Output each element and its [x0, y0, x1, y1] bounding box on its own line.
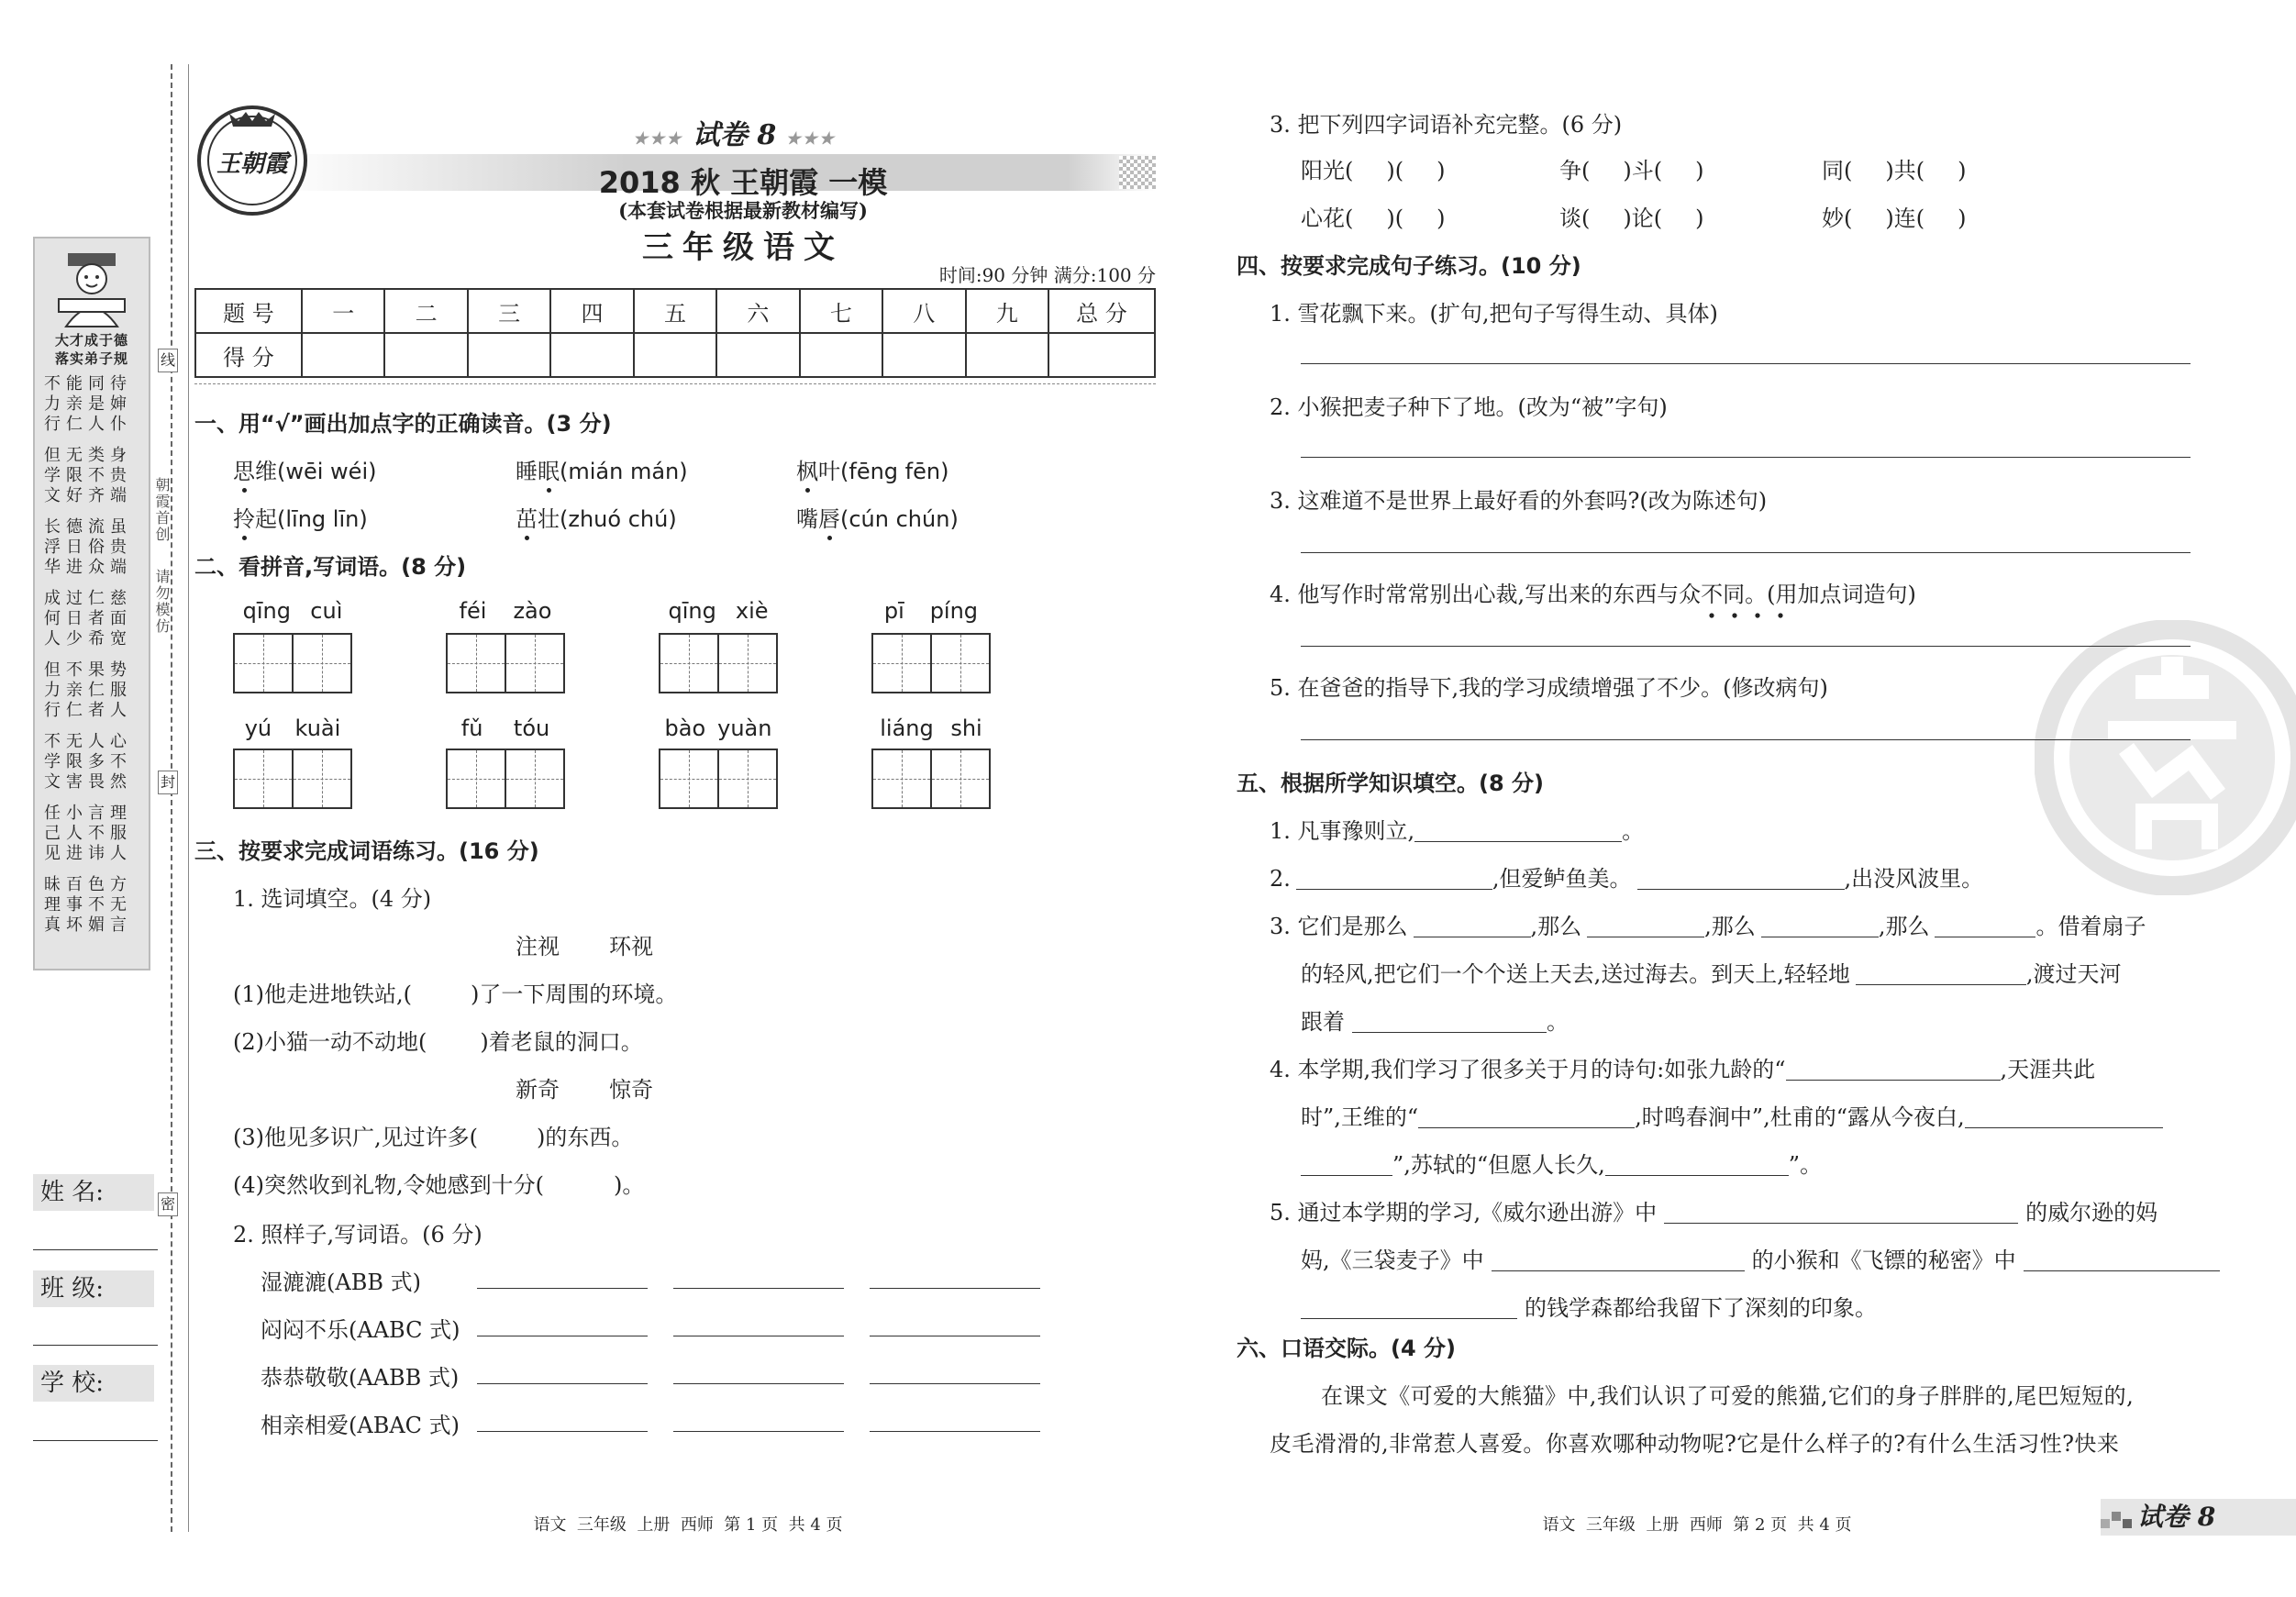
sentence-text: (2)小猫一动不动地( [233, 1029, 427, 1055]
logo-text: 王朝霞 [216, 150, 288, 178]
pinyin-choice[interactable]: (fēng fēn) [840, 459, 949, 484]
idiom-fill [1822, 200, 1966, 232]
pinyin-syllable: kuài [294, 715, 341, 741]
answer-line[interactable] [673, 1383, 844, 1384]
sidebar-quote-line: 行仁人仆 [44, 415, 132, 434]
idiom-fill [1301, 152, 1445, 184]
score-cell[interactable] [882, 333, 965, 377]
char: 嘴 [796, 506, 818, 532]
section6-title: 六、口语交际。(4 分) [1237, 1336, 1456, 1361]
sidebar-quote-line: 己人不服 [44, 824, 132, 843]
fill-line [1270, 813, 1644, 845]
sentence-text: (1)他走进地铁站,( [233, 981, 412, 1007]
exam-badge [633, 112, 836, 152]
dotted-char: 拎 [233, 501, 255, 533]
answer-line[interactable] [1301, 363, 2191, 364]
pinyin-choice[interactable]: (mián mán) [560, 459, 688, 484]
pinyin-choice[interactable]: (zhuó chú) [560, 506, 677, 532]
idiom-fill [1301, 200, 1445, 232]
score-cell[interactable] [302, 333, 384, 377]
score-header-cell: 六 [716, 289, 799, 333]
answer-line[interactable] [673, 1431, 844, 1432]
answer-line[interactable] [477, 1288, 648, 1289]
idiom-fill [1559, 152, 1703, 184]
char: 叶 [818, 459, 840, 484]
score-header-cell: 三 [468, 289, 550, 333]
pinyin-syllable: cuì [310, 598, 343, 624]
reading-item [796, 453, 948, 485]
writing-grid[interactable] [233, 749, 352, 809]
blank[interactable] [1856, 961, 2026, 985]
sidebar-quote-line: 不无人心 [44, 732, 132, 751]
blank[interactable] [1587, 914, 1704, 937]
sidebar-quote-line: 人少希宽 [44, 629, 132, 649]
name-field[interactable] [33, 1249, 158, 1250]
blank[interactable] [2024, 1248, 2220, 1271]
score-cell[interactable] [966, 333, 1049, 377]
sidebar-quote-line: 文害畏然 [44, 772, 132, 792]
text: ,渡过天河 [2025, 961, 2122, 987]
idiom-part: 争( [1559, 158, 1591, 183]
sentence-task: 4. 他写作时常常别出心裁,写出来的东西与众不同。(用加点词造句) [1270, 582, 1916, 607]
section2-title: 二、看拼音,写词语。(8 分) [194, 554, 467, 580]
pinyin-choice[interactable]: (wēi wéi) [277, 459, 377, 484]
sidebar-quote-line: 但无类身 [44, 446, 132, 465]
sentence-task: 1. 雪花飘下来。(扩句,把句子写得生动、具体) [1270, 301, 1718, 327]
word-choice-2: 环视 [609, 934, 653, 959]
score-cell[interactable] [468, 333, 550, 377]
text: ,时鸣春涧中”,杜甫的“露从今夜白, [1635, 1104, 1965, 1130]
fill-line [1301, 1147, 1822, 1179]
reading-item [516, 501, 677, 533]
vertical-label-1: 朝霞首创 [153, 477, 171, 543]
time-info: 时间:90 分钟 满分:100 分 [938, 264, 1156, 286]
answer-line[interactable] [870, 1431, 1040, 1432]
header-checker-pattern [1119, 156, 1156, 189]
idiom-part: 阳光( [1301, 158, 1354, 183]
blank[interactable] [1414, 914, 1531, 937]
pinyin-label [233, 598, 352, 624]
blank[interactable] [1637, 866, 1845, 890]
idiom-part: )( [1386, 158, 1404, 183]
text: 。 [1622, 818, 1645, 844]
idiom-part: ) [1695, 158, 1704, 183]
section3-q1: 1. 选词填空。(4 分) [233, 886, 432, 912]
idiom-fill [1559, 200, 1703, 232]
fill-sentence [233, 1024, 643, 1056]
text: 3. 它们是那么 [1270, 914, 1408, 939]
score-header-cell: 五 [634, 289, 716, 333]
sidebar-quote-line: 力亲仁服 [44, 681, 132, 700]
pattern-example: 闷闷不乐(AABC 式) [261, 1317, 460, 1343]
sentence-text: (3)他见多识广,见过许多( [233, 1125, 478, 1150]
class-field[interactable] [33, 1345, 158, 1346]
pinyin-syllable: zào [513, 598, 552, 624]
section3-title: 三、按要求完成词语练习。(16 分) [194, 838, 539, 864]
blank[interactable] [1418, 1104, 1635, 1128]
sidebar-quote-line: 浮日俗贵 [44, 538, 132, 557]
text: 妈,《三袋麦子》中 [1301, 1248, 1484, 1273]
writing-grid[interactable] [446, 749, 565, 809]
sidebar-quote-line: 何日者面 [44, 609, 132, 628]
sidebar-caption-2: 落实弟子规 [54, 350, 128, 367]
blank[interactable] [1786, 1057, 2001, 1081]
pinyin-label [446, 598, 565, 624]
sidebar-quotes [44, 374, 143, 936]
idiom-part: )共( [1885, 158, 1925, 183]
char: 睡 [516, 459, 538, 484]
sidebar-quote-line: 不能同待 [44, 374, 132, 394]
pinyin-choice[interactable]: (līng līn) [277, 506, 368, 532]
blank[interactable] [1352, 1009, 1547, 1033]
blank[interactable] [1761, 914, 1879, 937]
pinyin-syllable: pī [883, 598, 904, 624]
text: ,但爱鲈鱼美。 [1492, 866, 1632, 892]
answer-line[interactable] [1301, 739, 2191, 740]
corner-label-text: 试卷 [2137, 1502, 2190, 1532]
name-label: 姓 名: [33, 1174, 154, 1211]
idiom-part: ) [1958, 158, 1967, 183]
sentence-text: (4)突然收到礼物,令她感到十分( [233, 1172, 544, 1198]
text: 4. 本学期,我们学习了很多关于月的诗句:如张九龄的“ [1270, 1057, 1786, 1082]
word-choice-1: 注视 [516, 934, 560, 959]
class-label: 班 级: [33, 1270, 154, 1307]
text: 的轻风,把它们一个个送上天去,送过海去。到天上,轻轻地 [1301, 961, 1850, 987]
scholar-figure [55, 246, 128, 328]
score-cell[interactable] [384, 333, 467, 377]
seal-watermark [2035, 620, 2296, 895]
writing-grid[interactable] [871, 633, 991, 693]
subject-title: 三年级语文 [642, 229, 844, 266]
answer-line[interactable] [1301, 646, 2191, 647]
text: ,出没风波里。 [1844, 866, 1984, 892]
answer-line[interactable] [870, 1288, 1040, 1289]
word-choice-4: 惊奇 [609, 1077, 653, 1103]
fill-sentence [233, 976, 677, 1008]
blank[interactable] [1965, 1104, 2163, 1128]
fill-line [1301, 1242, 2220, 1274]
idiom-part: )连( [1885, 205, 1925, 231]
text: ,那么 [1704, 914, 1756, 939]
emphasis-dots [1701, 605, 1792, 613]
answer-line[interactable] [1301, 552, 2191, 553]
score-cell[interactable] [1048, 333, 1155, 377]
pinyin-label [659, 715, 778, 741]
score-header-cell: 九 [966, 289, 1049, 333]
answer-line[interactable] [870, 1383, 1040, 1384]
fill-sentence [233, 1119, 633, 1151]
sentence-task: 3. 这难道不是世界上最好看的外套吗?(改为陈述句) [1270, 488, 1768, 514]
fill-line [1270, 860, 1983, 893]
idiom-part: ) [1436, 158, 1446, 183]
word-choice-3: 新奇 [516, 1077, 560, 1103]
blank[interactable] [1301, 1152, 1392, 1176]
fill-line [1301, 1004, 1569, 1036]
char: 壮 [538, 506, 560, 532]
sentence-text: )。 [614, 1172, 645, 1198]
score-table-score-row [195, 333, 1155, 377]
exam-title: 2018 秋 王朝霞 一模 [598, 165, 888, 200]
score-header-cell: 题 号 [195, 289, 302, 333]
sentence-text: )了一下周围的环境。 [471, 981, 678, 1007]
sidebar-quote-line: 见进讳人 [44, 844, 132, 863]
pinyin-syllable: shi [950, 715, 982, 741]
corner-label [2137, 1499, 2215, 1536]
dotted-char: 思 [233, 453, 255, 485]
school-field[interactable] [33, 1440, 158, 1441]
pinyin-choice[interactable]: (cún chún) [840, 506, 959, 532]
sidebar-quote-line: 理事不无 [44, 895, 132, 915]
idiom-part: 谈( [1559, 205, 1591, 231]
pattern-example: 相亲相爱(ABAC 式) [261, 1413, 460, 1438]
idiom-part: ) [1695, 205, 1704, 231]
writing-grid[interactable] [446, 633, 565, 693]
text: ,天涯共此 [2000, 1057, 2096, 1082]
reading-item [796, 501, 959, 533]
score-header-cell: 一 [302, 289, 384, 333]
score-cell[interactable] [800, 333, 882, 377]
pinyin-syllable: qīng [242, 598, 291, 624]
score-cell[interactable] [716, 333, 799, 377]
text: ,那么 [1878, 914, 1930, 939]
sidebar-quote-line: 学限不贵 [44, 466, 132, 485]
dotted-char: 眠 [538, 453, 560, 485]
sidebar-quote-line: 但不果势 [44, 660, 132, 680]
pinyin-label [871, 715, 991, 741]
binding-mark-mi: 密 [158, 1192, 178, 1216]
fill-line [1301, 1099, 2163, 1131]
writing-grid[interactable] [659, 633, 778, 693]
idiom-part: 心花( [1301, 205, 1354, 231]
score-header-cell: 总 分 [1048, 289, 1155, 333]
score-cell[interactable] [634, 333, 716, 377]
corner-squares-icon [2101, 1504, 2137, 1532]
star-icon: ★★★ [633, 129, 683, 149]
fill-line [1301, 1290, 1877, 1322]
pinyin-syllable: féi [459, 598, 487, 624]
text: 的小猴和《飞镖的秘密》中 [1751, 1248, 2016, 1273]
sidebar-quote-line: 华进众端 [44, 558, 132, 577]
writing-grid[interactable] [233, 633, 352, 693]
answer-line[interactable] [673, 1288, 844, 1289]
idiom-part: )论( [1623, 205, 1663, 231]
corner-label-number: 8 [2197, 1502, 2216, 1532]
fill-line [1270, 1194, 2157, 1226]
sidebar-caption-1: 大才成于德 [54, 332, 128, 349]
answer-line[interactable] [1301, 457, 2191, 458]
text: 时”,王维的“ [1301, 1104, 1419, 1130]
pinyin-syllable: bào [664, 715, 706, 741]
text: 5. 通过本学期的学习,《威尔逊出游》中 [1270, 1200, 1658, 1225]
char: 维 [255, 459, 277, 484]
sidebar-quote-line: 文好齐端 [44, 486, 132, 505]
char: 起 [255, 506, 277, 532]
dotted-char: 枫 [796, 453, 818, 485]
text: 。 [1547, 1009, 1569, 1035]
score-table-header-row [195, 289, 1155, 333]
sidebar-quote-line: 昧百色方 [44, 875, 132, 894]
pinyin-syllable: yuàn [717, 715, 772, 741]
pinyin-label [446, 715, 565, 741]
reading-item [516, 453, 688, 485]
text: 的威尔逊的妈 [2025, 1200, 2158, 1225]
score-row-label: 得 分 [195, 333, 302, 377]
sentence-task: 5. 在爸爸的指导下,我的学习成绩增强了不少。(修改病句) [1270, 675, 1828, 701]
score-header-cell: 七 [800, 289, 882, 333]
idiom-part: )( [1386, 205, 1404, 231]
text: 。借着扇子 [2035, 914, 2146, 939]
fill-line [1270, 1051, 2095, 1083]
idiom-part: )斗( [1623, 158, 1663, 183]
binding-line [188, 64, 189, 1532]
section6-paragraph-line: 在课文《可爱的大熊猫》中,我们认识了可爱的熊猫,它们的身子胖胖的,尾巴短短的, [1321, 1383, 2135, 1409]
dotted-char: 茁 [516, 501, 538, 533]
sentence-text: )的东西。 [537, 1125, 634, 1150]
idiom-fill [1822, 152, 1966, 184]
exam-subtitle: (本套试卷根据最新教材编写) [618, 199, 868, 222]
idiom-part: ) [1436, 205, 1446, 231]
blank[interactable] [1414, 818, 1622, 842]
blank[interactable] [1301, 1295, 1517, 1319]
idiom-part: 同( [1822, 158, 1853, 183]
page-footer-right: 语文 三年级 上册 西师 第 2 页 共 4 页 [1542, 1515, 1852, 1535]
section6-paragraph-line: 皮毛滑滑的,非常惹人喜爱。你喜欢哪种动物呢?它是什么样子的?有什么生活习性?快来 [1270, 1431, 2120, 1457]
binding-mark-xian: 线 [158, 349, 178, 372]
sentence-task: 2. 小猴把麦子种下了地。(改为“被”字句) [1270, 394, 1668, 420]
blank[interactable] [1296, 866, 1492, 890]
exam-badge-label: 试卷 [692, 119, 748, 151]
blank[interactable] [1935, 914, 2035, 937]
pattern-example: 湿漉漉(ABB 式) [261, 1270, 421, 1295]
answer-line[interactable] [477, 1431, 648, 1432]
idiom-part: ) [1958, 205, 1967, 231]
pinyin-syllable: yú [244, 715, 272, 741]
sidebar-quote-line: 成过仁慈 [44, 589, 132, 608]
star-icon: ★★★ [785, 129, 837, 149]
fill-line [1270, 908, 2146, 940]
score-table [194, 288, 1156, 378]
text: 跟着 [1301, 1009, 1345, 1035]
writing-grid[interactable] [659, 749, 778, 809]
pinyin-syllable: tóu [513, 715, 550, 741]
text: 2. [1270, 866, 1291, 892]
sentence-text: )着老鼠的洞口。 [480, 1029, 643, 1055]
vertical-label-2: 请勿模仿 [153, 569, 171, 635]
reading-item [233, 501, 368, 533]
pinyin-syllable: liáng [880, 715, 934, 741]
idiom-part: 妙( [1822, 205, 1853, 231]
answer-line[interactable] [477, 1383, 648, 1384]
section1-title: 一、用“√”画出加点字的正确读音。(3 分) [194, 411, 612, 437]
pinyin-label [871, 598, 991, 624]
sidebar-quote-line: 力亲是婶 [44, 394, 132, 414]
score-header-cell: 二 [384, 289, 467, 333]
fill-line [1301, 956, 2122, 988]
right-q3: 3. 把下列四字词语补充完整。(6 分) [1270, 112, 1623, 138]
text: 的钱学森都给我留下了深刻的印象。 [1525, 1295, 1877, 1321]
sidebar-quote-line: 任小言理 [44, 804, 132, 823]
sidebar-quote-line: 真坏媚言 [44, 915, 132, 935]
sidebar-quote-line: 长德流虽 [44, 517, 132, 537]
score-header-cell: 四 [550, 289, 633, 333]
binding-mark-feng: 封 [158, 771, 178, 794]
writing-grid[interactable] [871, 749, 991, 809]
pinyin-label [659, 598, 778, 624]
text: 1. 凡事豫则立, [1270, 818, 1415, 844]
blank[interactable] [1664, 1200, 2018, 1224]
text: ”。 [1788, 1152, 1823, 1178]
exam-badge-number: 8 [757, 119, 777, 151]
sidebar-quote-line: 学限多不 [44, 752, 132, 771]
text: ”,苏轼的“但愿人长久, [1392, 1152, 1605, 1178]
pinyin-syllable: xiè [735, 598, 769, 624]
pinyin-syllable: fǔ [460, 715, 483, 741]
sidebar-quote-line: 行仁者人 [44, 701, 132, 720]
binding-dashed-line [171, 64, 172, 1532]
pinyin-syllable: píng [929, 598, 979, 624]
reading-item [233, 453, 376, 485]
pinyin-syllable: qīng [668, 598, 716, 624]
page-footer-left: 语文 三年级 上册 西师 第 1 页 共 4 页 [533, 1515, 843, 1535]
fill-sentence [233, 1167, 644, 1199]
blank[interactable] [1605, 1152, 1789, 1176]
section4-title: 四、按要求完成句子练习。(10 分) [1237, 253, 1581, 279]
school-label: 学 校: [33, 1365, 154, 1402]
text: ,那么 [1530, 914, 1582, 939]
score-header-cell: 八 [882, 289, 965, 333]
section5-title: 五、根据所学知识填空。(8 分) [1237, 771, 1544, 796]
pinyin-label [233, 715, 352, 741]
table-divider [194, 383, 1156, 384]
score-cell[interactable] [550, 333, 633, 377]
blank[interactable] [1492, 1248, 1745, 1271]
section3-q2: 2. 照样子,写词语。(6 分) [233, 1222, 482, 1248]
pattern-example: 恭恭敬敬(AABB 式) [261, 1365, 460, 1391]
dotted-char: 唇 [818, 501, 840, 533]
